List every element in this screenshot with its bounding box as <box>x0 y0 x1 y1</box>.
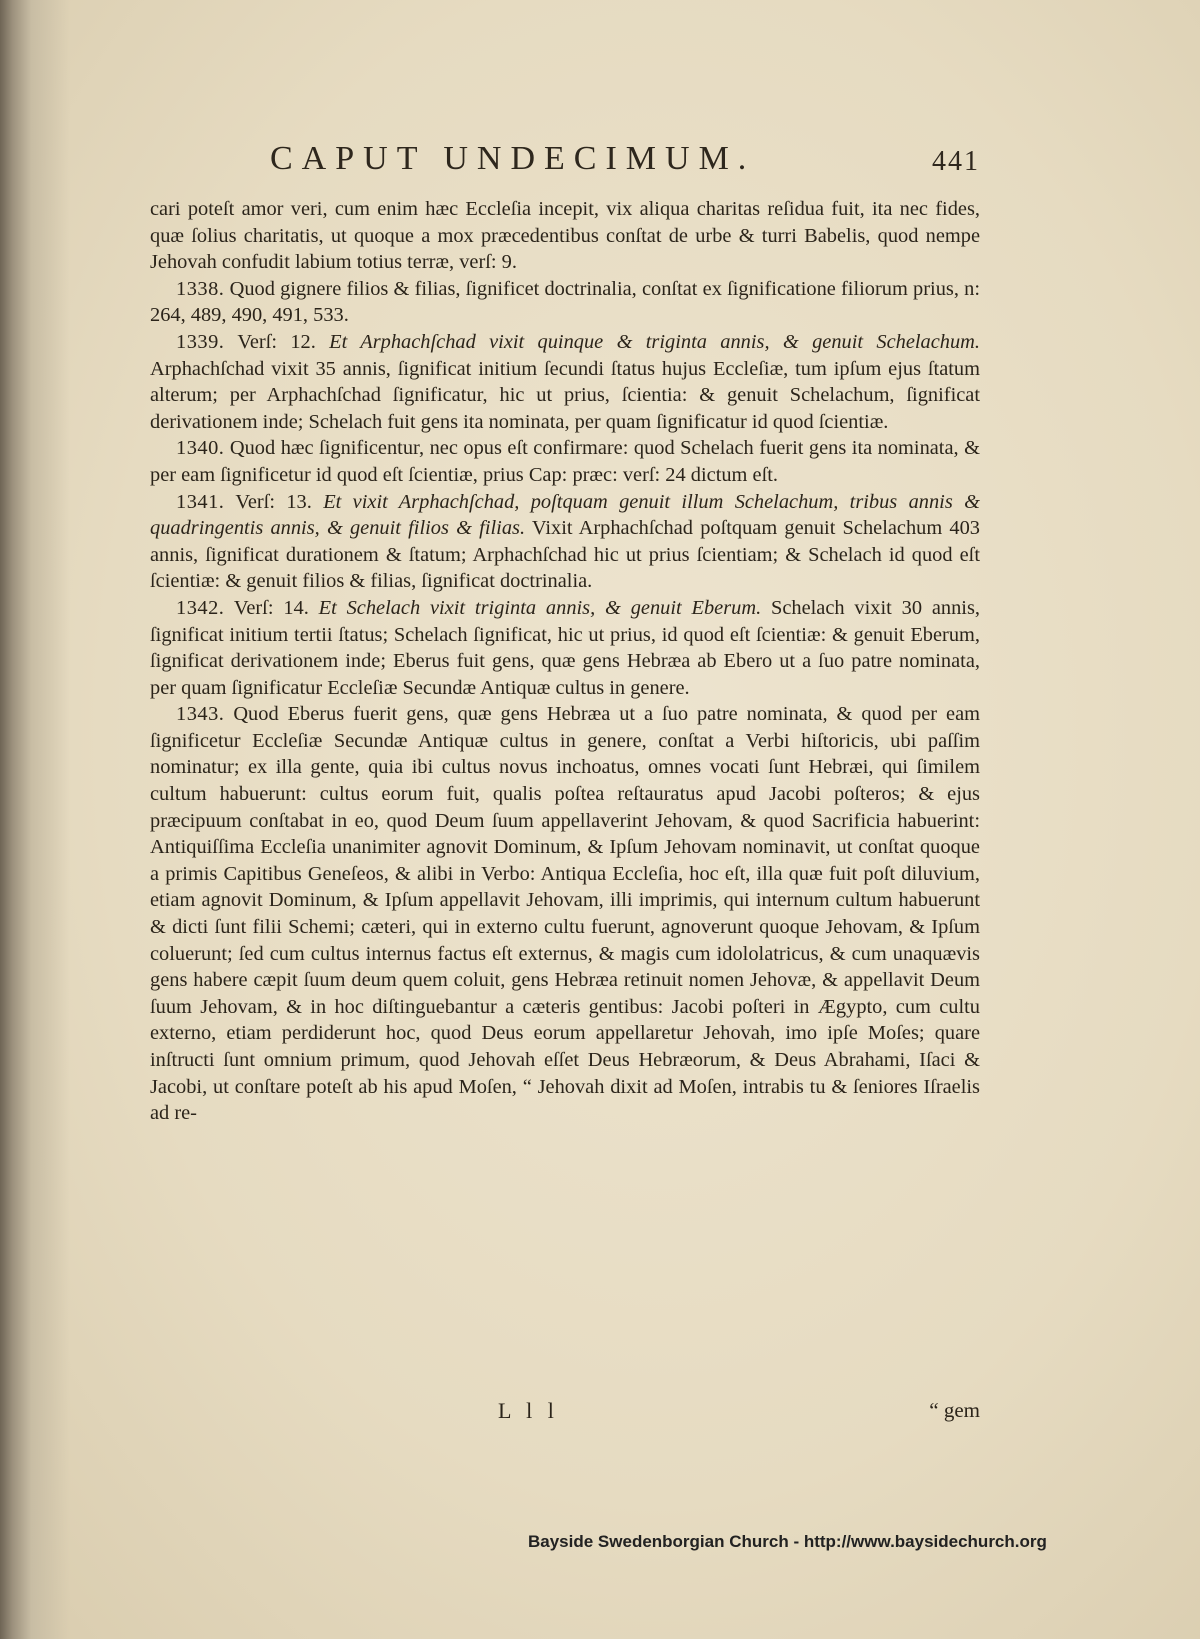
verse-reference: Verſ: 12. <box>237 330 316 353</box>
paragraph-number: 1342. <box>176 596 225 619</box>
paragraph-1338 <box>150 276 980 329</box>
paragraph-text: Quod hæc ſignificentur, nec opus eſt confirmare: quod Schelach fuerit gens ita nominata, & per eam ſignificetur id quod eſt ſcientiæ, prius Cap: præc: verſ: 24 dictum eſt. <box>150 437 980 486</box>
paragraph-number: 1338. <box>176 277 225 300</box>
paragraph-1343 <box>150 701 980 1127</box>
paragraph-text: Arphachſchad vixit 35 annis, ſignificat initium ſecundi ſtatus hujus Eccleſiæ, tum ipſum ejus ſtatum alterum; per Arphachſchad ſignificatur, hic ut prius, ſcientia: & genuit Schelachum, ſignificat derivationem inde; Schelach fuit gens ita nominata, per quam ſignificatur id quod ſcientiæ. <box>150 357 980 433</box>
source-watermark: Bayside Swedenborgian Church - http://www.baysidechurch.org <box>528 1532 1047 1551</box>
paragraph-text: Quod Eberus fuerit gens, quæ gens Hebræa ut a ſuo patre nominata, & quod per eam ſignificetur Eccleſiæ Secundæ Antiquæ cultus in genere, conſtat a Verbi hiſtoricis, ubi paſſim nominatur; ex illa gente, quia ibi cultus novus inchoatus, omnes vocati ſunt Hebræi, qui ſimilem cultum habuerunt: cultus eorum fuit, qualis poſtea reſtauratus apud Jacobi poſteros; & ejus præcipuum conſtabat in eo, quod Deum ſuum appellaverint Jehovam, & quod Sacrificia habuerint: Antiquiſſima Eccleſia unanimiter agnovit Dominum, & Ipſum Jehovam nominavit, ut conſtat quoque a primis Capitibus Geneſeos, & alibi in Verbo: Antiqua Eccleſia, hoc eſt, illa quæ fuit poſt diluvium, etiam agnovit Dominum, & Ipſum appellavit Jehovam, illi imprimis, qui internum cultum habuerunt & dicti ſunt filii Schemi; cæteri, qui in externo cultu fuerunt, agnoverunt quoque Jehovam, & Ipſum coluerunt; ſed cum cultus internus factus eſt externus, & magis cum idololatricus, & cum unaquævis gens habere cæpit ſuum deum quem coluit, gens Hebræa retinuit nomen Jehovæ, & appellavit Deum ſuum Jehovam, & in hoc diſtinguebantur a cæteris gentibus: Jacobi poſteri in Ægypto, cum cultu externo, etiam perdiderunt hoc, quod Deus eorum appellaretur Jehovah, imo ipſe Moſes; quare inſtructi ſunt omnium primum, quod Jehovah eſſet Deus Hebræorum, & Deus Abrahami, Iſaci & Jacobi, ut conſtare poteſt ab his apud Moſen, “ Jehovah dixit ad Moſen, intrabis tu & ſeniores Iſraelis ad re- <box>150 703 980 1125</box>
verse-reference: Verſ: 13. <box>235 490 312 513</box>
paragraph-1340 <box>150 435 980 488</box>
body-text <box>150 196 980 1127</box>
paragraph-number: 1341. <box>176 490 225 513</box>
paragraph-1341 <box>150 489 980 595</box>
catchword: “ gem <box>929 1398 980 1422</box>
paragraph-text: Quod gignere filios & filias, ſignificet doctrinalia, conſtat ex ſignificatione filiorum prius, n: 264, 489, 490, 491, 533. <box>150 277 980 327</box>
paragraph-text: Vixit Arphachſchad poſtquam genuit Schelachum 403 annis, ſignificat durationem & ſtatum; Arphachſchad hic ut prius ſcientiam; & Schelach id quod eſt ſcientiæ: & genuit filios & filias, ſignificat doctrinalia. <box>150 517 980 593</box>
verse-reference: Verſ: 14. <box>233 596 309 619</box>
paragraph-1339 <box>150 329 980 435</box>
paragraph-continuation: cari poteſt amor veri, cum enim hæc Eccleſia incepit, vix aliqua charitas reſidua fuit, ita nec fides, quæ ſolius charitatis, ut quoque a mox præcedentibus conſtat de urbe & turri Babelis, quod nempe Jehovah confudit labium totius terræ, verſ: 9. <box>150 198 980 274</box>
signature-mark: L l l <box>498 1398 559 1423</box>
page-number: 441 <box>932 146 980 177</box>
running-title: CAPUT UNDECIMUM. <box>270 140 756 177</box>
paragraph-number: 1340. <box>176 437 225 460</box>
verse-quotation: Et vixit Arphachſchad, poſtquam genuit illum Schelachum, tribus annis & quadringentis annis, & genuit filios & filias. <box>150 490 980 540</box>
verse-quotation: Et Schelach vixit triginta annis, & genuit Eberum. <box>318 596 762 619</box>
paragraph-number: 1339. <box>176 330 225 353</box>
gutter-shadow <box>0 0 70 1639</box>
paragraph-number: 1343. <box>176 703 225 726</box>
page-footer <box>150 1398 980 1428</box>
page-header <box>150 140 980 190</box>
verse-quotation: Et Arphachſchad vixit quinque & triginta annis, & genuit Schelachum. <box>329 330 980 353</box>
paragraph-text: Schelach vixit 30 annis, ſignificat initium tertii ſtatus; Schelach ſignificat, hic ut prius, id quod eſt ſcientiæ: & genuit Eberum, ſignificat derivationem inde; Eberus fuit gens, quæ gens Hebræa ab Ebero ut a ſuo patre nominata, per quam ſignificatur Eccleſiæ Secundæ Antiquæ cultus in genere. <box>150 596 980 699</box>
paragraph-1342 <box>150 595 980 701</box>
